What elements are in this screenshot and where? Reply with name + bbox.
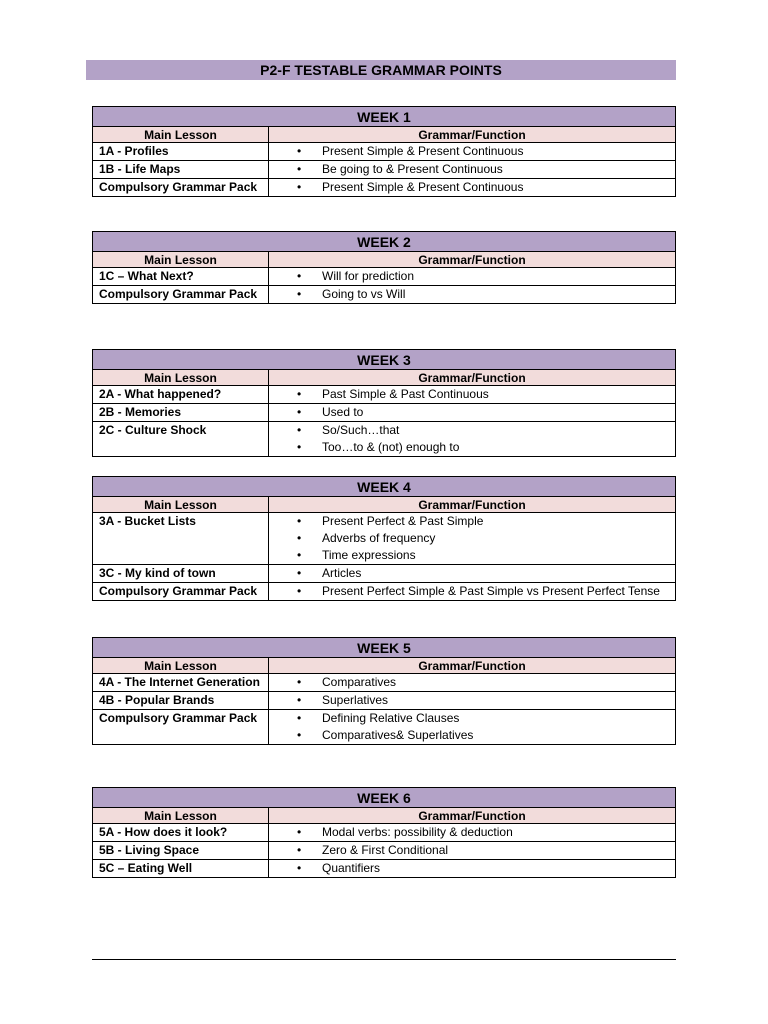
week-title: WEEK 4 bbox=[93, 477, 676, 497]
grammar-list bbox=[269, 286, 669, 303]
table-row bbox=[93, 286, 676, 304]
grammar-list bbox=[269, 422, 669, 456]
grammar-cell bbox=[269, 386, 676, 404]
grammar-point: • Going to vs Will bbox=[269, 286, 669, 303]
table-row bbox=[93, 143, 676, 161]
main-lesson-header: Main Lesson bbox=[93, 497, 269, 513]
lesson-cell: 1A - Profiles bbox=[93, 143, 269, 161]
lesson-cell: Compulsory Grammar Pack bbox=[93, 583, 269, 601]
lesson-cell: 5A - How does it look? bbox=[93, 824, 269, 842]
table-row bbox=[93, 422, 676, 457]
grammar-list bbox=[269, 674, 669, 691]
grammar-cell bbox=[269, 143, 676, 161]
grammar-point: • Past Simple & Past Continuous bbox=[269, 386, 669, 403]
grammar-list bbox=[269, 179, 669, 196]
table-row bbox=[93, 179, 676, 197]
grammar-point: • Used to bbox=[269, 404, 669, 421]
grammar-cell bbox=[269, 268, 676, 286]
grammar-point: • Will for prediction bbox=[269, 268, 669, 285]
week-table bbox=[92, 349, 676, 457]
grammar-cell bbox=[269, 286, 676, 304]
grammar-list bbox=[269, 143, 669, 160]
grammar-list bbox=[269, 513, 669, 564]
week-table bbox=[92, 787, 676, 878]
grammar-point: • Quantifiers bbox=[269, 860, 669, 877]
grammar-function-header: Grammar/Function bbox=[269, 252, 676, 268]
grammar-list bbox=[269, 860, 669, 877]
grammar-list bbox=[269, 565, 669, 582]
grammar-cell bbox=[269, 860, 676, 878]
week-title: WEEK 6 bbox=[93, 788, 676, 808]
page-title: P2-F TESTABLE GRAMMAR POINTS bbox=[86, 60, 676, 80]
grammar-cell bbox=[269, 513, 676, 565]
lesson-cell: 2B - Memories bbox=[93, 404, 269, 422]
grammar-point: • Too…to & (not) enough to bbox=[269, 439, 669, 456]
main-lesson-header: Main Lesson bbox=[93, 658, 269, 674]
grammar-point: • Defining Relative Clauses bbox=[269, 710, 669, 727]
grammar-cell bbox=[269, 583, 676, 601]
grammar-cell bbox=[269, 842, 676, 860]
grammar-point: • Present Perfect & Past Simple bbox=[269, 513, 669, 530]
week-table bbox=[92, 637, 676, 745]
grammar-point: • Articles bbox=[269, 565, 669, 582]
week-title: WEEK 5 bbox=[93, 638, 676, 658]
grammar-point: • Modal verbs: possibility & deduction bbox=[269, 824, 669, 841]
grammar-list bbox=[269, 842, 669, 859]
week-title: WEEK 2 bbox=[93, 232, 676, 252]
table-row bbox=[93, 860, 676, 878]
grammar-list bbox=[269, 404, 669, 421]
table-row bbox=[93, 710, 676, 745]
table-row bbox=[93, 386, 676, 404]
grammar-cell bbox=[269, 824, 676, 842]
grammar-function-header: Grammar/Function bbox=[269, 497, 676, 513]
table-row bbox=[93, 842, 676, 860]
lesson-cell: Compulsory Grammar Pack bbox=[93, 286, 269, 304]
week-table bbox=[92, 231, 676, 304]
grammar-cell bbox=[269, 565, 676, 583]
grammar-list bbox=[269, 710, 669, 744]
table-row bbox=[93, 513, 676, 565]
grammar-list bbox=[269, 386, 669, 403]
lesson-cell: 2C - Culture Shock bbox=[93, 422, 269, 457]
grammar-point: • Present Simple & Present Continuous bbox=[269, 179, 669, 196]
table-row bbox=[93, 692, 676, 710]
lesson-cell: 5B - Living Space bbox=[93, 842, 269, 860]
grammar-list bbox=[269, 824, 669, 841]
week-table bbox=[92, 476, 676, 601]
table-row bbox=[93, 674, 676, 692]
main-lesson-header: Main Lesson bbox=[93, 808, 269, 824]
grammar-point: • Zero & First Conditional bbox=[269, 842, 669, 859]
grammar-point: • Present Simple & Present Continuous bbox=[269, 143, 669, 160]
grammar-list bbox=[269, 583, 669, 600]
grammar-point: • Adverbs of frequency bbox=[269, 530, 669, 547]
grammar-cell bbox=[269, 179, 676, 197]
week-title: WEEK 3 bbox=[93, 350, 676, 370]
grammar-point: • Present Perfect Simple & Past Simple vs Present Perfect Tense bbox=[269, 583, 669, 600]
grammar-cell bbox=[269, 674, 676, 692]
grammar-list bbox=[269, 161, 669, 178]
grammar-function-header: Grammar/Function bbox=[269, 808, 676, 824]
main-lesson-header: Main Lesson bbox=[93, 370, 269, 386]
lesson-cell: 1C – What Next? bbox=[93, 268, 269, 286]
lesson-cell: 1B - Life Maps bbox=[93, 161, 269, 179]
grammar-point: • Be going to & Present Continuous bbox=[269, 161, 669, 178]
table-row bbox=[93, 268, 676, 286]
main-lesson-header: Main Lesson bbox=[93, 252, 269, 268]
table-row bbox=[93, 565, 676, 583]
week-table bbox=[92, 106, 676, 197]
footer-rule bbox=[92, 959, 676, 960]
main-lesson-header: Main Lesson bbox=[93, 127, 269, 143]
grammar-cell bbox=[269, 404, 676, 422]
grammar-list bbox=[269, 692, 669, 709]
lesson-cell: Compulsory Grammar Pack bbox=[93, 710, 269, 745]
table-row bbox=[93, 583, 676, 601]
lesson-cell: Compulsory Grammar Pack bbox=[93, 179, 269, 197]
lesson-cell: 2A - What happened? bbox=[93, 386, 269, 404]
grammar-point: • Comparatives& Superlatives bbox=[269, 727, 669, 744]
lesson-cell: 4B - Popular Brands bbox=[93, 692, 269, 710]
lesson-cell: 3C - My kind of town bbox=[93, 565, 269, 583]
grammar-point: • So/Such…that bbox=[269, 422, 669, 439]
table-row bbox=[93, 161, 676, 179]
week-title: WEEK 1 bbox=[93, 107, 676, 127]
grammar-cell bbox=[269, 692, 676, 710]
lesson-cell: 3A - Bucket Lists bbox=[93, 513, 269, 565]
grammar-cell bbox=[269, 710, 676, 745]
table-row bbox=[93, 404, 676, 422]
grammar-cell bbox=[269, 422, 676, 457]
grammar-cell bbox=[269, 161, 676, 179]
lesson-cell: 5C – Eating Well bbox=[93, 860, 269, 878]
grammar-list bbox=[269, 268, 669, 285]
table-row bbox=[93, 824, 676, 842]
grammar-point: • Comparatives bbox=[269, 674, 669, 691]
grammar-function-header: Grammar/Function bbox=[269, 370, 676, 386]
lesson-cell: 4A - The Internet Generation bbox=[93, 674, 269, 692]
grammar-function-header: Grammar/Function bbox=[269, 658, 676, 674]
grammar-point: • Time expressions bbox=[269, 547, 669, 564]
grammar-function-header: Grammar/Function bbox=[269, 127, 676, 143]
grammar-point: • Superlatives bbox=[269, 692, 669, 709]
